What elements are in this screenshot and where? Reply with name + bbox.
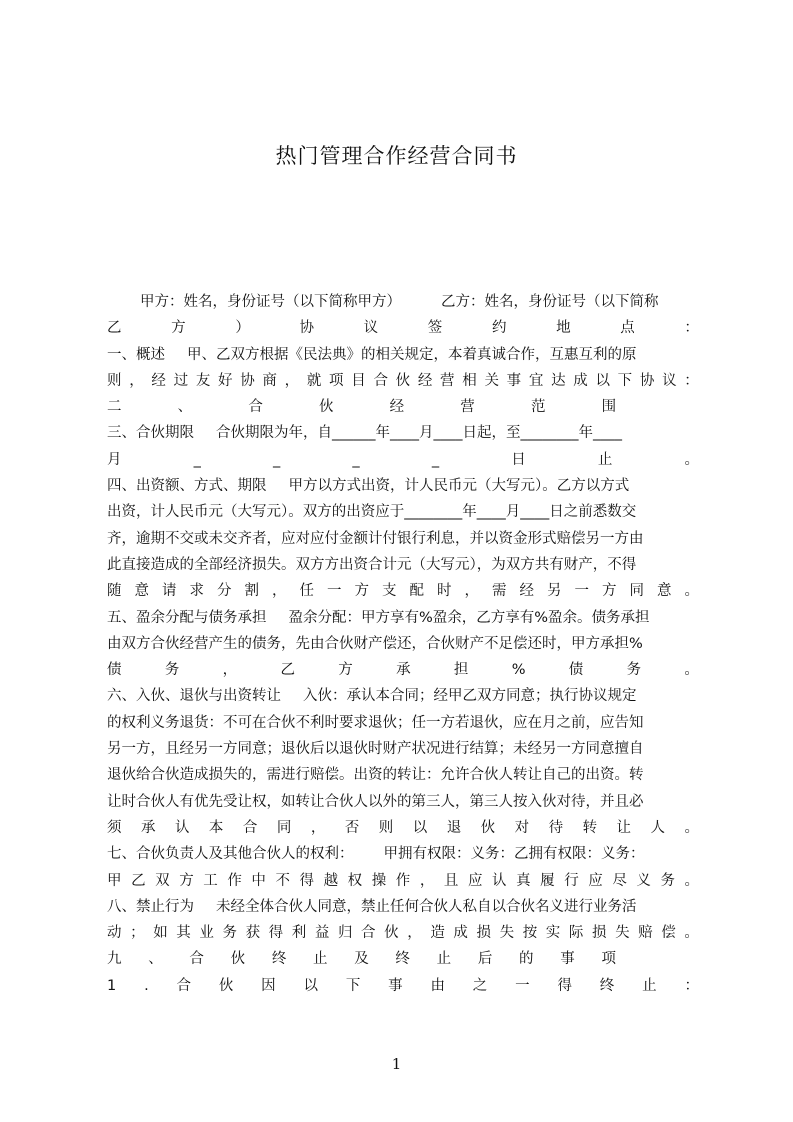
contract-line xyxy=(107,447,699,473)
line-text: 中 xyxy=(251,872,266,889)
line-text: 甲拥有权限：义务：乙拥有权限：义务： xyxy=(383,846,645,863)
line-text: 权 xyxy=(347,872,363,889)
contract-line xyxy=(107,394,616,420)
line-text: 业 xyxy=(199,925,214,942)
line-text: 应 xyxy=(588,872,603,889)
line-text: 对 xyxy=(514,819,530,836)
contract-line xyxy=(107,473,699,499)
line-text: ， xyxy=(419,872,435,889)
line-text: 方 xyxy=(602,583,617,600)
line-text: 越 xyxy=(323,872,339,889)
line-text: 承 xyxy=(396,662,411,679)
contract-line xyxy=(107,736,699,762)
contract-line xyxy=(107,815,699,841)
line-text: _ xyxy=(352,451,360,468)
line-text: 务 xyxy=(626,662,642,679)
line-text: 偿 xyxy=(661,925,676,942)
line-text: 协 xyxy=(240,372,255,389)
line-text: 合伙期限为年，自______年____月____日起，至________年____ xyxy=(216,425,622,442)
contract-line xyxy=(107,368,699,394)
line-text: 甲方以方式出资，计人民币元（大写元）。乙方以方式 xyxy=(288,478,630,495)
line-text: 合 xyxy=(248,399,263,416)
line-text: 议 xyxy=(363,320,379,337)
line-text: 、 xyxy=(148,951,163,968)
line-text: 动 xyxy=(107,925,122,942)
line-text: 下 xyxy=(617,372,633,389)
line-text: 宜 xyxy=(528,372,544,389)
line-text: 务 xyxy=(222,925,237,942)
line-text: 乙 xyxy=(131,872,146,889)
line-text: 一 xyxy=(515,977,530,994)
line-text: 。 xyxy=(684,451,699,468)
line-text: 债 xyxy=(107,662,122,679)
line-text: 。 xyxy=(684,662,699,679)
line-text: 因 xyxy=(261,977,276,994)
line-text: 事 xyxy=(388,977,403,994)
line-text: % xyxy=(511,662,526,679)
line-text: 商 xyxy=(262,372,277,389)
line-text: 待 xyxy=(548,819,564,836)
line-text: 九 xyxy=(107,951,122,968)
line-text: ； xyxy=(130,925,145,942)
line-text: 损 xyxy=(591,925,607,942)
line-text: 行 xyxy=(564,872,579,889)
line-text: _ xyxy=(193,451,201,468)
line-text: 一 xyxy=(327,583,342,600)
line-text: 项 xyxy=(601,951,616,968)
line-text: 际 xyxy=(568,925,584,942)
line-text: 方 xyxy=(171,320,186,337)
line-text: 未经全体合伙人同意，禁止任何合伙人私自以合伙名义进行业务活 xyxy=(216,898,637,915)
line-text: 且 xyxy=(443,872,459,889)
line-text: 按 xyxy=(522,925,538,942)
line-text: 二 xyxy=(107,399,122,416)
line-text: 获 xyxy=(245,925,261,942)
line-text: 归 xyxy=(337,925,353,942)
line-text: 。 xyxy=(684,925,699,942)
contract-line xyxy=(107,631,699,657)
contract-line xyxy=(107,499,699,525)
line-text: 围 xyxy=(601,399,617,416)
line-text: 退 xyxy=(446,819,462,836)
line-text: 以 xyxy=(412,819,428,836)
line-text: 。 xyxy=(684,872,699,889)
line-text: 1 xyxy=(107,977,117,994)
line-text: 的 xyxy=(519,951,534,968)
line-text: 退伙给合伙造成损失的，需进行赔偿。出资的转让：允许合伙人转让自己的出资。转 xyxy=(107,767,644,784)
line-text: ， xyxy=(407,925,422,942)
line-text: 范 xyxy=(530,399,546,416)
line-text: 方 xyxy=(354,583,369,600)
line-text: 伙 xyxy=(480,819,496,836)
line-text: 得 xyxy=(268,925,284,942)
line-text: 乙 xyxy=(107,320,122,337)
line-text: 终 xyxy=(599,977,615,994)
line-text: 项 xyxy=(329,372,344,389)
contract-line xyxy=(107,552,699,578)
line-text: 甲 xyxy=(107,872,122,889)
line-text: 签 xyxy=(427,320,443,337)
line-text: 甲、乙双方根据《民法典》的相关规定，本着真诚合作，互惠互利的原 xyxy=(187,346,637,363)
line-text: 伙 xyxy=(318,399,334,416)
line-text: 割 xyxy=(244,583,259,600)
line-text: 八、禁止行为 xyxy=(107,898,194,915)
line-text: 得 xyxy=(299,872,314,889)
line-text: 则 xyxy=(378,819,394,836)
line-text: 。 xyxy=(684,583,699,600)
line-text: 伙 xyxy=(384,925,399,942)
line-text: 成 xyxy=(573,372,588,389)
line-text: . xyxy=(144,977,149,994)
line-text: 需 xyxy=(492,583,507,600)
line-text: 一、概述 xyxy=(107,346,165,363)
line-text: 入伙：承认本合同；经甲乙双方同意；执行协议规定 xyxy=(303,688,637,705)
line-text: 友 xyxy=(195,372,211,389)
line-text: ， xyxy=(222,662,238,679)
line-text: 止 xyxy=(313,951,328,968)
line-text: 失 xyxy=(499,925,515,942)
line-text: 。 xyxy=(684,819,699,836)
line-text: 盈余分配：甲方享有%盈余，乙方享有%盈余。债务承担 xyxy=(288,609,650,626)
line-text: 议 xyxy=(662,372,677,389)
line-text: ， xyxy=(310,819,326,836)
line-text: 五、盈余分配与债务承担 xyxy=(107,609,267,626)
line-text: 意 xyxy=(134,583,149,600)
line-text: ： xyxy=(684,320,699,337)
line-text: 关 xyxy=(484,372,499,389)
contract-line xyxy=(107,683,699,709)
line-text: 时 xyxy=(437,583,452,600)
line-text: 担 xyxy=(453,662,469,679)
line-text: 一 xyxy=(574,583,589,600)
line-text: 乙 xyxy=(280,662,295,679)
line-text: 作 xyxy=(227,872,242,889)
line-text: 转 xyxy=(582,819,598,836)
line-text: 失 xyxy=(615,925,630,942)
line-text: 配 xyxy=(409,583,424,600)
line-text: 出资，计人民币元（大写元）。双方的出资应于________年____月____日之前悉数交 xyxy=(107,504,637,521)
line-text: 工 xyxy=(203,872,218,889)
line-text: 事 xyxy=(560,951,575,968)
line-text: 的权利义务退货：不可在合伙不利时要求退伙；任一方若退伙，应在月之前，应告知 xyxy=(107,714,644,731)
line-text: 伙 xyxy=(218,977,234,994)
line-text: 赔 xyxy=(638,925,653,942)
line-text: 承 xyxy=(140,819,156,836)
line-text: 协 xyxy=(639,372,655,389)
line-text: 由双方合伙经营产生的债务，先由合伙财产偿还，合伙财产不足偿还时，甲方承担% xyxy=(107,635,643,652)
line-text: 方 xyxy=(338,662,353,679)
line-text: 意 xyxy=(657,583,672,600)
line-text: 日 xyxy=(511,451,526,468)
line-text: 真 xyxy=(516,872,531,889)
line-text: 止 xyxy=(597,451,613,468)
line-text: 任 xyxy=(299,583,314,600)
line-text: 实 xyxy=(545,925,561,942)
line-text: 此直接造成的全部经济损失。双方方出资合计元（大写元），为双方共有财产，不得 xyxy=(107,556,637,573)
line-text: 如 xyxy=(153,925,168,942)
line-text: 务 xyxy=(164,662,180,679)
line-text: 终 xyxy=(395,951,410,968)
line-text: 事 xyxy=(506,372,522,389)
line-text: 止 xyxy=(642,977,657,994)
line-text: 分 xyxy=(217,583,232,600)
line-text: 让 xyxy=(616,819,632,836)
line-text: 认 xyxy=(492,872,507,889)
line-text: 好 xyxy=(218,372,233,389)
line-text: 得 xyxy=(557,977,572,994)
contract-line xyxy=(107,973,699,999)
line-text: 相 xyxy=(462,372,477,389)
line-text: 则 xyxy=(107,372,122,389)
line-text: 让时合伙人有优先受让权，如转让合伙人以外的第三人，第三人按入伙对待，并且必 xyxy=(107,793,644,810)
line-text: 操 xyxy=(371,872,387,889)
contract-line xyxy=(107,578,699,604)
contract-line xyxy=(107,289,699,315)
line-text: 终 xyxy=(271,951,287,968)
line-text: 损 xyxy=(476,925,491,942)
line-text: 由 xyxy=(430,977,445,994)
contract-line xyxy=(107,868,699,894)
line-text: 经 xyxy=(417,372,433,389)
line-text: 利 xyxy=(291,925,307,942)
line-text: 须 xyxy=(107,819,122,836)
line-text: 达 xyxy=(551,372,566,389)
contract-line xyxy=(107,894,699,920)
line-text: 月 xyxy=(107,451,122,468)
line-text: 甲方：姓名，身份证号（以下简称甲方） xyxy=(140,294,401,310)
contract-line xyxy=(107,420,699,446)
contract-line xyxy=(107,946,616,972)
line-text: 人 xyxy=(650,819,665,836)
line-text: 否 xyxy=(344,819,360,836)
line-text: 不 xyxy=(275,872,290,889)
contract-line xyxy=(107,789,699,815)
line-text: 合 xyxy=(242,819,258,836)
line-text: 营 xyxy=(460,399,475,416)
line-text: 认 xyxy=(174,819,190,836)
line-text: 经 xyxy=(519,583,534,600)
line-text: 之 xyxy=(472,977,488,994)
line-text: 三、合伙期限 xyxy=(107,425,194,442)
line-text: 点 xyxy=(620,320,635,337)
line-text: ， xyxy=(272,583,287,600)
line-text: 约 xyxy=(491,320,507,337)
line-text: 成 xyxy=(453,925,468,942)
line-text: 下 xyxy=(345,977,361,994)
page-title: 热门管理合作经营合同书 xyxy=(275,144,518,168)
line-text: 益 xyxy=(314,925,330,942)
line-text: 、 xyxy=(177,399,193,416)
contract-line xyxy=(107,315,699,341)
line-text: 同 xyxy=(629,583,644,600)
contract-line xyxy=(107,920,699,946)
contract-line xyxy=(107,526,699,552)
line-text: 双 xyxy=(155,872,170,889)
line-text: 乙方：姓名，身份证号（以下简称 xyxy=(441,294,659,310)
line-text: 请 xyxy=(162,583,177,600)
line-text: 就 xyxy=(306,372,322,389)
line-text: 尽 xyxy=(612,872,627,889)
line-text: 合 xyxy=(189,951,204,968)
line-text: 履 xyxy=(540,872,555,889)
contract-line xyxy=(107,841,699,867)
line-text: 同 xyxy=(276,819,292,836)
line-text: 其 xyxy=(176,925,191,942)
line-text: 四、出资额、方式、期限 xyxy=(107,478,267,495)
line-text: 目 xyxy=(351,372,366,389)
contract-line xyxy=(107,710,699,736)
line-text: 止 xyxy=(436,951,452,968)
line-text: 随 xyxy=(107,583,122,600)
contract-body xyxy=(107,289,699,999)
line-text: 应 xyxy=(467,872,483,889)
line-text: 经 xyxy=(151,372,166,389)
line-text: 及 xyxy=(354,951,369,968)
line-text: 伙 xyxy=(395,372,411,389)
line-text: 齐，逾期不交或未交齐者，应对应付金额计付银行利息，并以资金形式赔偿另一方由 xyxy=(107,530,644,547)
line-text: 七、合伙负责人及其他合伙人的权利： xyxy=(107,846,354,863)
line-text: 作 xyxy=(395,872,411,889)
line-text: 务 xyxy=(660,872,675,889)
contract-line xyxy=(107,762,699,788)
line-text: 支 xyxy=(382,583,397,600)
line-text: 后 xyxy=(477,951,493,968)
line-text: 求 xyxy=(189,583,204,600)
line-text: 方 xyxy=(179,872,194,889)
line-text: 本 xyxy=(208,819,224,836)
line-text: ， xyxy=(284,372,300,389)
page-number: 1 xyxy=(391,1055,402,1073)
line-text: 另 xyxy=(547,583,562,600)
line-text: 营 xyxy=(440,372,455,389)
line-text: 地 xyxy=(556,320,571,337)
line-text: ， xyxy=(129,372,144,389)
line-text: 合 xyxy=(373,372,388,389)
line-text: ： xyxy=(684,372,699,389)
line-text: ， xyxy=(464,583,479,600)
contract-line xyxy=(107,342,699,368)
line-text: ） xyxy=(235,320,250,337)
line-text: 债 xyxy=(568,662,584,679)
line-text: 协 xyxy=(299,320,314,337)
line-text: 造 xyxy=(430,925,445,942)
line-text: 以 xyxy=(303,977,318,994)
contract-line xyxy=(107,657,699,683)
line-text: _ xyxy=(273,451,281,468)
line-text: 以 xyxy=(595,372,610,389)
line-text: ： xyxy=(684,977,699,994)
line-text: 过 xyxy=(173,372,189,389)
line-text: 义 xyxy=(636,872,651,889)
line-text: 经 xyxy=(389,399,405,416)
line-text: _ xyxy=(431,451,440,468)
contract-line xyxy=(107,605,699,631)
line-text: 合 xyxy=(176,977,191,994)
line-text: 六、入伙、退伙与出资转让 xyxy=(107,688,281,705)
line-text: 伙 xyxy=(230,951,246,968)
line-text: 另一方，且经另一方同意；退伙后以退伙时财产状况进行结算；未经另一方同意擅自 xyxy=(107,741,644,758)
line-text: 合 xyxy=(361,925,376,942)
